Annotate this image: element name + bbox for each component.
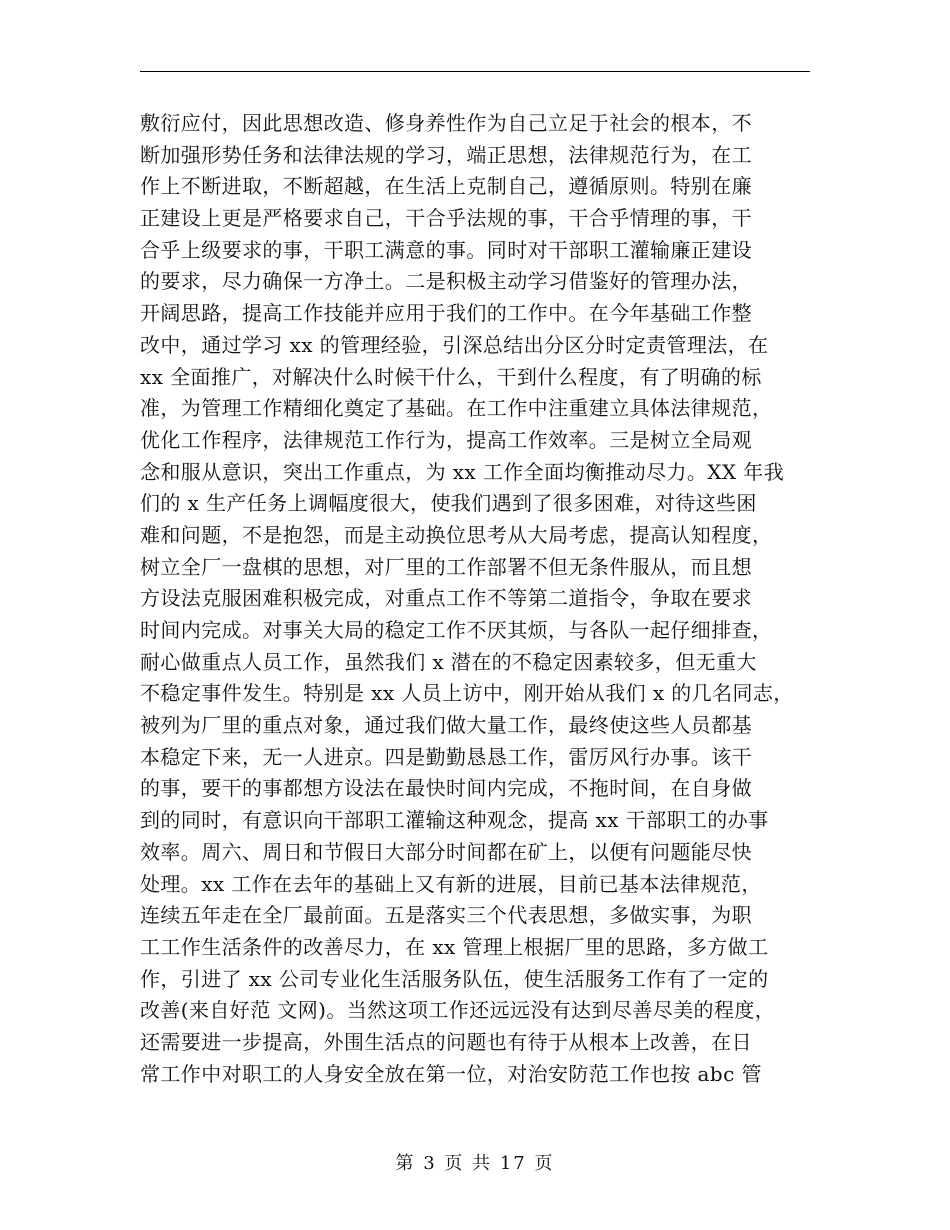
text-line: 连续五年走在全厂最前面。五是落实三个代表思想，多做实事，为职 <box>140 903 752 928</box>
text-line: 处理。xx 工作在去年的基础上又有新的进展，目前已基本法律规范， <box>140 871 762 896</box>
text-line: 不稳定事件发生。特别是 xx 人员上访中，刚开始从我们 x 的几名同志， <box>140 681 794 706</box>
text-line: 难和问题，不是抱怨，而是主动换位思考从大局考虑，提高认知程度， <box>140 522 773 547</box>
text-line: 作，引进了 xx 公司专业化生活服务队伍，使生活服务工作有了一定的 <box>140 966 769 991</box>
document-body <box>140 108 820 1090</box>
text-line: 作上不断进取，不断超越，在生活上克制自己，遵循原则。特别在廉 <box>140 174 752 199</box>
text-line: 还需要进一步提高，外围生活点的问题也有待于从根本上改善，在日 <box>140 1029 752 1054</box>
text-line: 敷衍应付，因此思想改造、修身养性作为自己立足于社会的根本，不 <box>140 111 752 135</box>
text-line: 优化工作程序，法律规范工作行为，提高工作效率。三是树立全局观 <box>140 427 752 452</box>
text-line: 开阔思路，提高工作技能并应用于我们的工作中。在今年基础工作整 <box>140 301 752 326</box>
text-line: 树立全厂一盘棋的思想，对厂里的工作部署不但无条件服从，而且想 <box>140 554 752 579</box>
text-line: 常工作中对职工的人身安全放在第一位，对治安防范工作也按 abc 管 <box>140 1061 762 1086</box>
text-line: 方设法克服困难积极完成，对重点工作不等第二道指令，争取在要求 <box>140 586 752 611</box>
text-line: 们的 x 生产任务上调幅度很大，使我们遇到了很多困难，对待这些困 <box>140 491 757 516</box>
text-line: 改中，通过学习 xx 的管理经验，引深总结出分区分时定责管理法，在 <box>140 332 769 357</box>
text-line: 准，为管理工作精细化奠定了基础。在工作中注重建立具体法律规范， <box>140 396 773 421</box>
text-line: 合乎上级要求的事，干职工满意的事。同时对干部职工灌输廉正建设 <box>140 237 752 262</box>
text-line: 时间内完成。对事关大局的稳定工作不厌其烦，与各队一起仔细排查， <box>140 618 773 642</box>
text-line: 念和服从意识，突出工作重点，为 xx 工作全面均衡推动尽力。XX 年我 <box>140 459 785 484</box>
text-line: 到的同时，有意识向干部职工灌输这种观念，提高 xx 干部职工的办事 <box>140 808 769 833</box>
header-rule <box>140 71 810 72</box>
text-line: 被列为厂里的重点对象，通过我们做大量工作，最终使这些人员都基 <box>140 713 752 738</box>
text-line: 断加强形势任务和法律法规的学习，端正思想，法律规范行为，在工 <box>140 142 752 167</box>
text-line: 工工作生活条件的改善尽力，在 xx 管理上根据厂里的思路，多方做工 <box>140 934 769 959</box>
text-line: xx 全面推广，对解决什么时候干什么，干到什么程度，有了明确的标 <box>140 364 762 389</box>
text-line: 的要求，尽力确保一方净土。二是积极主动学习借鉴好的管理办法， <box>140 269 752 294</box>
text-line: 效率。周六、周日和节假日大部分时间都在矿上，以便有问题能尽快 <box>140 839 752 864</box>
text-line: 耐心做重点人员工作，虽然我们 x 潜在的不稳定因素较多，但无重大 <box>140 649 757 674</box>
text-line: 的事，要干的事都想方设法在最快时间内完成，不拖时间，在自身做 <box>140 776 752 801</box>
text-line: 正建设上更是严格要求自己，干合乎法规的事，干合乎情理的事，干 <box>140 206 752 231</box>
page-footer: 第 3 页 共 17 页 <box>395 1153 555 1174</box>
text-line: 改善(来自好范 文网)。当然这项工作还远远没有达到尽善尽美的程度， <box>140 998 776 1023</box>
text-line: 本稳定下来，无一人进京。四是勤勤恳恳工作，雷厉风行办事。该干 <box>140 744 752 769</box>
